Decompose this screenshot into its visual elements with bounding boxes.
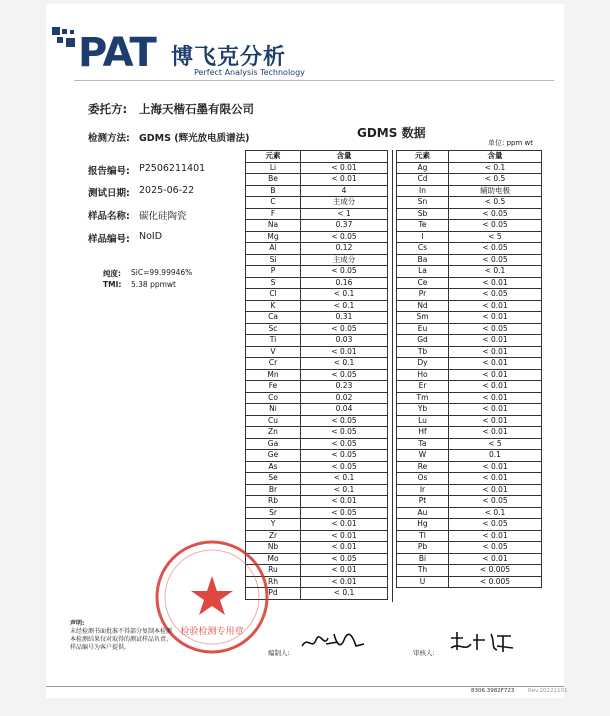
logo-text: PAT <box>78 30 156 76</box>
table-row <box>246 197 388 209</box>
logo-tagline: Perfect Analysis Technology <box>194 68 305 77</box>
element-cell: Ca <box>246 312 301 324</box>
table-row <box>246 404 388 416</box>
footer-line-1: 未经检测书面批准不得部分复制本检测 <box>70 628 173 635</box>
table-row <box>246 415 388 427</box>
content-cell: < 0.1 <box>301 588 388 600</box>
content-cell: 0.04 <box>301 404 388 416</box>
content-cell: < 0.5 <box>449 197 542 209</box>
table-row <box>246 162 388 174</box>
content-cell: < 0.01 <box>301 542 388 554</box>
content-cell: < 0.01 <box>301 519 388 531</box>
element-cell: Pd <box>246 588 301 600</box>
element-cell: Tb <box>397 346 449 358</box>
table-row <box>397 496 542 508</box>
element-cell: Sc <box>246 323 301 335</box>
table-row <box>397 162 542 174</box>
table-row <box>246 369 388 381</box>
content-cell: < 0.5 <box>449 174 542 186</box>
table-row <box>246 335 388 347</box>
table-row <box>397 415 542 427</box>
table-row <box>246 289 388 301</box>
table-row <box>397 277 542 289</box>
element-cell: Dy <box>397 358 449 370</box>
element-cell: Si <box>246 254 301 266</box>
element-cell: Br <box>246 484 301 496</box>
content-cell: < 0.01 <box>301 576 388 588</box>
element-cell: Cs <box>397 243 449 255</box>
table-row <box>397 553 542 565</box>
client-label: 委托方: <box>88 102 128 116</box>
footer-divider <box>46 686 564 687</box>
element-cell: Ge <box>246 450 301 462</box>
element-cell: Co <box>246 392 301 404</box>
element-cell: Au <box>397 507 449 519</box>
table-row <box>397 576 542 588</box>
content-cell: < 0.1 <box>301 289 388 301</box>
footer-line-3: 样品编号为客户提供。 <box>70 644 131 651</box>
table-row <box>246 450 388 462</box>
content-cell: < 0.05 <box>449 496 542 508</box>
content-cell: < 0.05 <box>301 507 388 519</box>
content-cell: < 0.05 <box>449 254 542 266</box>
element-cell: Gd <box>397 335 449 347</box>
content-cell: 0.23 <box>301 381 388 393</box>
table-row <box>397 220 542 232</box>
element-cell: Be <box>246 174 301 186</box>
element-cell: S <box>246 277 301 289</box>
content-cell: < 0.05 <box>301 450 388 462</box>
table-row <box>246 461 388 473</box>
content-cell: < 0.1 <box>301 358 388 370</box>
content-cell: 0.16 <box>301 277 388 289</box>
table-row <box>397 174 542 186</box>
table-row <box>397 323 542 335</box>
table-row <box>397 197 542 209</box>
table-title: GDMS 数据 <box>357 126 426 140</box>
element-cell: Er <box>397 381 449 393</box>
element-cell: W <box>397 450 449 462</box>
sample-name-value: 碳化硅陶瓷 <box>139 211 187 222</box>
element-cell: Nb <box>246 542 301 554</box>
element-cell: B <box>246 185 301 197</box>
content-cell: < 0.01 <box>449 461 542 473</box>
table-row <box>246 312 388 324</box>
element-cell: Ga <box>246 438 301 450</box>
content-cell: < 0.01 <box>449 473 542 485</box>
content-cell: < 0.01 <box>449 369 542 381</box>
report-label: 报告编号: <box>88 166 130 177</box>
content-cell: < 0.05 <box>301 231 388 243</box>
method-value: GDMS (辉光放电质谱法) <box>139 133 250 144</box>
element-cell: Hg <box>397 519 449 531</box>
element-cell: Ni <box>246 404 301 416</box>
content-cell: < 0.01 <box>449 381 542 393</box>
table-row <box>246 473 388 485</box>
element-cell: La <box>397 266 449 278</box>
content-cell: < 0.01 <box>301 496 388 508</box>
element-cell: Ir <box>397 484 449 496</box>
element-cell: Na <box>246 220 301 232</box>
content-cell: < 0.05 <box>449 519 542 531</box>
content-cell: 主成分 <box>301 254 388 266</box>
element-cell: P <box>246 266 301 278</box>
element-cell: Rh <box>246 576 301 588</box>
element-cell: Ag <box>397 162 449 174</box>
document-code: 8306.3982F723 <box>471 688 515 694</box>
content-cell: < 0.05 <box>301 415 388 427</box>
element-cell: Os <box>397 473 449 485</box>
table-row <box>397 542 542 554</box>
table-row <box>397 254 542 266</box>
element-cell: Re <box>397 461 449 473</box>
revision: Rev.20221101 <box>528 688 568 694</box>
table-row <box>246 254 388 266</box>
element-cell: Pt <box>397 496 449 508</box>
content-cell: < 0.05 <box>301 438 388 450</box>
table-row <box>246 277 388 289</box>
element-cell: Al <box>246 243 301 255</box>
content-cell: < 0.05 <box>449 243 542 255</box>
table-divider <box>392 150 393 602</box>
element-cell: Cu <box>246 415 301 427</box>
element-cell: Sn <box>397 197 449 209</box>
content-cell: < 5 <box>449 438 542 450</box>
content-cell: < 0.1 <box>301 473 388 485</box>
content-cell: 0.02 <box>301 392 388 404</box>
table-row <box>246 243 388 255</box>
content-cell: < 0.01 <box>449 346 542 358</box>
element-cell: Te <box>397 220 449 232</box>
element-cell: Cl <box>246 289 301 301</box>
element-cell: I <box>397 231 449 243</box>
element-cell: Bi <box>397 553 449 565</box>
data-table-right <box>396 150 542 588</box>
table-row <box>246 231 388 243</box>
element-cell: Cr <box>246 358 301 370</box>
table-row <box>397 243 542 255</box>
table-row <box>397 266 542 278</box>
content-cell: < 0.05 <box>301 553 388 565</box>
element-cell: Fe <box>246 381 301 393</box>
element-cell: Y <box>246 519 301 531</box>
element-cell: Eu <box>397 323 449 335</box>
table-row <box>397 484 542 496</box>
content-cell: < 0.01 <box>449 530 542 542</box>
content-cell: < 0.005 <box>449 576 542 588</box>
content-cell: 主成分 <box>301 197 388 209</box>
content-cell: 0.37 <box>301 220 388 232</box>
table-row <box>246 185 388 197</box>
content-cell: < 0.005 <box>449 565 542 577</box>
table-row <box>246 484 388 496</box>
table-row <box>397 507 542 519</box>
element-cell: Tl <box>397 530 449 542</box>
element-cell: Hf <box>397 427 449 439</box>
element-cell: U <box>397 576 449 588</box>
method-label: 检测方法: <box>88 133 130 144</box>
element-cell: Li <box>246 162 301 174</box>
table-row <box>397 289 542 301</box>
content-cell: < 0.05 <box>301 323 388 335</box>
element-cell: Se <box>246 473 301 485</box>
table-row <box>246 208 388 220</box>
table-row <box>397 461 542 473</box>
table-row <box>397 473 542 485</box>
content-cell: < 0.01 <box>449 277 542 289</box>
table-row <box>246 496 388 508</box>
table-row <box>246 323 388 335</box>
content-cell: < 0.01 <box>449 427 542 439</box>
content-cell: < 0.05 <box>449 542 542 554</box>
sample-no-label: 样品编号: <box>88 234 130 245</box>
content-cell: 辅助电极 <box>449 185 542 197</box>
content-cell: < 0.01 <box>449 404 542 416</box>
logo-cn: 博飞克分析 <box>171 45 287 70</box>
content-cell: < 0.01 <box>449 415 542 427</box>
element-cell: Ta <box>397 438 449 450</box>
table-row <box>397 358 542 370</box>
table-row <box>397 565 542 577</box>
date-value: 2025-06-22 <box>139 185 195 196</box>
table-row <box>397 231 542 243</box>
element-cell: V <box>246 346 301 358</box>
content-cell: < 0.01 <box>449 335 542 347</box>
element-cell: Ho <box>397 369 449 381</box>
element-cell: F <box>246 208 301 220</box>
content-cell: < 0.01 <box>449 300 542 312</box>
table-row <box>246 346 388 358</box>
table-row <box>397 381 542 393</box>
table-row <box>246 300 388 312</box>
footer-title: 声明: <box>70 620 85 627</box>
table-row <box>246 220 388 232</box>
content-cell: < 0.01 <box>449 312 542 324</box>
unit-label: 单位: ppm wt <box>488 139 533 147</box>
table-row <box>397 530 542 542</box>
purity-label: 纯度: <box>103 269 121 278</box>
header-divider <box>74 80 554 81</box>
element-cell: Yb <box>397 404 449 416</box>
table-row <box>397 404 542 416</box>
element-cell: Sr <box>246 507 301 519</box>
content-cell: < 0.05 <box>301 369 388 381</box>
element-cell: Zr <box>246 530 301 542</box>
table-row <box>246 266 388 278</box>
element-cell: Cd <box>397 174 449 186</box>
stamp-text: 检验检测专用章 <box>180 627 244 637</box>
header-element: 元素 <box>246 151 301 163</box>
element-cell: Sb <box>397 208 449 220</box>
date-label: 测试日期: <box>88 188 130 199</box>
content-cell: 0.31 <box>301 312 388 324</box>
element-cell: Ce <box>397 277 449 289</box>
element-cell: C <box>246 197 301 209</box>
content-cell: 0.12 <box>301 243 388 255</box>
element-cell: Zn <box>246 427 301 439</box>
content-cell: < 0.05 <box>301 427 388 439</box>
content-cell: < 0.05 <box>449 323 542 335</box>
element-cell: Ti <box>246 335 301 347</box>
content-cell: < 0.01 <box>301 174 388 186</box>
content-cell: < 0.05 <box>449 208 542 220</box>
header-element: 元素 <box>397 151 449 163</box>
table-row <box>397 300 542 312</box>
element-cell: Mn <box>246 369 301 381</box>
element-cell: Ru <box>246 565 301 577</box>
reviewer-signature <box>447 628 517 656</box>
content-cell: < 0.1 <box>449 507 542 519</box>
content-cell: 0.03 <box>301 335 388 347</box>
table-row <box>246 507 388 519</box>
element-cell: K <box>246 300 301 312</box>
table-row <box>397 208 542 220</box>
table-row <box>246 438 388 450</box>
element-cell: Rb <box>246 496 301 508</box>
content-cell: < 0.05 <box>449 289 542 301</box>
table-row <box>397 335 542 347</box>
content-cell: 0.1 <box>449 450 542 462</box>
element-cell: Sm <box>397 312 449 324</box>
content-cell: < 0.05 <box>449 220 542 232</box>
content-cell: < 0.01 <box>449 392 542 404</box>
content-cell: < 0.01 <box>449 484 542 496</box>
header-content: 含量 <box>449 151 542 163</box>
content-cell: < 5 <box>449 231 542 243</box>
table-row <box>397 438 542 450</box>
reviewer-label: 审核人: <box>413 649 435 657</box>
sample-no-value: NoID <box>139 231 163 242</box>
table-row <box>246 392 388 404</box>
element-cell: Tm <box>397 392 449 404</box>
element-cell: In <box>397 185 449 197</box>
element-cell: Pb <box>397 542 449 554</box>
table-row <box>246 427 388 439</box>
content-cell: < 0.1 <box>301 484 388 496</box>
editor-signature <box>298 628 368 656</box>
client-value: 上海天楷石墨有限公司 <box>139 102 254 116</box>
content-cell: < 0.1 <box>449 266 542 278</box>
table-row <box>397 427 542 439</box>
table-row <box>246 174 388 186</box>
footer-line-2: 本检测结果仅对取得的测试样品负责。 <box>70 636 173 643</box>
table-row <box>246 358 388 370</box>
element-cell: Ba <box>397 254 449 266</box>
table-row <box>397 369 542 381</box>
table-row <box>246 519 388 531</box>
element-cell: Th <box>397 565 449 577</box>
element-cell: Mg <box>246 231 301 243</box>
table-row <box>397 185 542 197</box>
element-cell: Pr <box>397 289 449 301</box>
content-cell: < 0.01 <box>301 162 388 174</box>
purity-value: SiC=99.99946% <box>131 268 193 277</box>
report-value: P2506211401 <box>139 163 206 174</box>
content-cell: < 0.1 <box>301 300 388 312</box>
sample-name-label: 样品名称: <box>88 211 130 222</box>
element-cell: Mo <box>246 553 301 565</box>
content-cell: < 0.01 <box>449 553 542 565</box>
data-table-left <box>245 150 388 600</box>
table-row <box>397 392 542 404</box>
table-row <box>246 381 388 393</box>
content-cell: < 0.01 <box>449 358 542 370</box>
content-cell: 4 <box>301 185 388 197</box>
tmi-value: 5.38 ppmwt <box>131 280 176 289</box>
content-cell: < 0.1 <box>449 162 542 174</box>
element-cell: Lu <box>397 415 449 427</box>
content-cell: < 0.01 <box>301 530 388 542</box>
table-row <box>397 450 542 462</box>
table-row <box>397 312 542 324</box>
element-cell: As <box>246 461 301 473</box>
table-row <box>397 346 542 358</box>
element-cell: Nd <box>397 300 449 312</box>
header-content: 含量 <box>301 151 388 163</box>
editor-label: 编制人: <box>268 649 290 657</box>
content-cell: < 0.01 <box>301 346 388 358</box>
content-cell: < 1 <box>301 208 388 220</box>
content-cell: < 0.01 <box>301 565 388 577</box>
tmi-label: TMI: <box>103 280 122 289</box>
content-cell: < 0.05 <box>301 266 388 278</box>
table-row <box>397 519 542 531</box>
content-cell: < 0.05 <box>301 461 388 473</box>
